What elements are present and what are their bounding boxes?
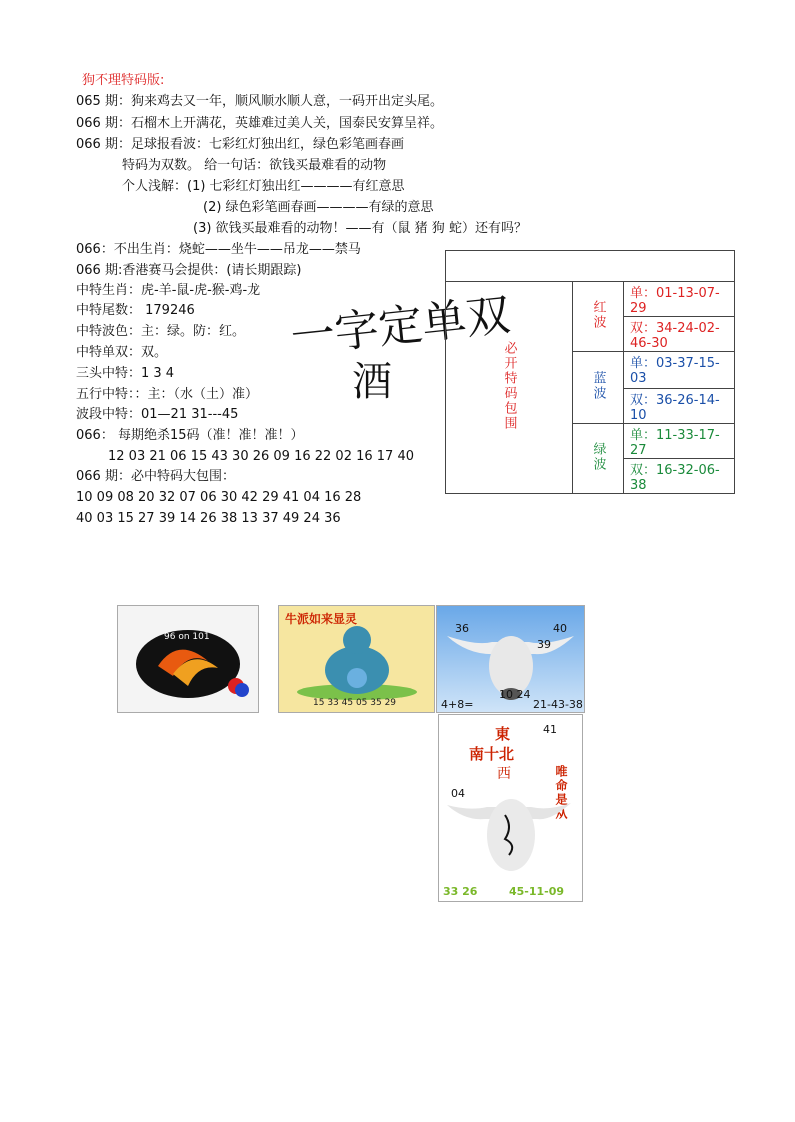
- text-line: (2) 绿色彩笔画春画————有绿的意思: [203, 200, 434, 215]
- watermark-sub: 酒: [352, 359, 392, 405]
- text-line: 12 03 21 06 15 43 30 26 09 16 22 02 16 17 40: [108, 449, 414, 464]
- red-single: 单：01-13-07-29: [624, 282, 735, 317]
- image-3-bottom-left: 4+8=: [441, 698, 474, 711]
- image-4-south-north: 南十北: [469, 745, 515, 763]
- watermark-text: 一字定单双: [288, 289, 513, 364]
- wave-table: [445, 250, 735, 494]
- text-line: 066 期：必中特码大包围：: [76, 469, 235, 484]
- image-3-right-num: 40: [553, 622, 567, 635]
- red-wave-label: 红波: [590, 299, 606, 330]
- bull-skull-icon: [439, 715, 582, 901]
- image-3-left-num: 36: [455, 622, 469, 635]
- page-title: 狗不理特码版:: [82, 73, 165, 88]
- green-wave-label: 绿波: [590, 441, 606, 472]
- text-line: 066： 每期绝杀15码（准！准！准！）: [76, 428, 304, 443]
- image-panel-3: [436, 605, 585, 713]
- blue-wave-label: 蓝波: [590, 370, 606, 401]
- text-line: 066 期：足球报看波：七彩红灯独出红，绿色彩笔画春画: [76, 137, 404, 152]
- image-4-bottom-left: 33 26: [443, 885, 478, 898]
- text-line: 中特尾数： 179246: [76, 303, 195, 318]
- image-3-bottom-right: 21-43-38: [533, 698, 583, 711]
- text-line: 中特单双：双。: [76, 345, 168, 360]
- text-line: 10 09 08 20 32 07 06 30 42 29 41 04 16 28: [76, 490, 362, 505]
- image-2-title: 牛派如来显灵: [285, 612, 358, 626]
- image-2-numbers: 15 33 45 05 35 29: [313, 698, 397, 708]
- image-panel-1: [117, 605, 259, 713]
- text-line: 波段中特：01—21 31---45: [76, 407, 239, 422]
- green-double: 双：16-32-06-38: [624, 459, 735, 494]
- text-line: (3) 欲钱买最难看的动物！——有（鼠 猪 狗 蛇）还有吗？: [193, 221, 527, 236]
- image-4-left-num: 04: [451, 787, 465, 800]
- image-4-west: 西: [497, 766, 511, 782]
- text-line: 066 期：石榴木上开满花，英雄难过美人关，国泰民安算呈祥。: [76, 116, 443, 131]
- image-3-bottom-nums: 10 24: [499, 688, 531, 701]
- buddha-icon: [279, 606, 434, 712]
- image-panel-4: [438, 714, 583, 902]
- image-4-side-text: 唯命是从: [554, 765, 568, 821]
- image-panel-2: [278, 605, 435, 713]
- wave-table-header: 必开特码包围: [501, 340, 517, 431]
- image-3-mid-num: 39: [537, 638, 551, 651]
- wave-table-top: [446, 251, 735, 282]
- text-line: 066：不出生肖：烧蛇——坐牛——吊龙——禁马: [76, 242, 361, 257]
- red-double: 双：34-24-02-46-30: [624, 317, 735, 352]
- image-4-east: 東: [495, 725, 511, 743]
- text-line: 中特波色：主：绿。防：红。: [76, 324, 246, 339]
- text-line: 065 期：狗来鸡去又一年，顺风顺水顺人意，一码开出定头尾。: [76, 94, 443, 109]
- blue-double: 双：36-26-14-10: [624, 389, 735, 424]
- blue-single: 单：03-37-15-03: [624, 352, 735, 389]
- flame-emblem-icon: [118, 606, 258, 712]
- text-line: 中特生肖：虎-羊-鼠-虎-猴-鸡-龙: [76, 283, 261, 298]
- image-4-right-num: 41: [543, 723, 557, 736]
- text-line: 个人浅解：(1) 七彩红灯独出红————有红意思: [122, 179, 405, 194]
- text-line: 五行中特：：主：（水（土）准）: [76, 387, 259, 402]
- green-single: 单：11-33-17-27: [624, 424, 735, 459]
- text-line: 三头中特：1 3 4: [76, 366, 175, 381]
- text-line: 40 03 15 27 39 14 26 38 13 37 49 24 36: [76, 511, 341, 526]
- image-1-label: 96 on 101: [164, 632, 210, 642]
- text-line: 066 期:香港赛马会提供：(请长期跟踪): [76, 263, 302, 278]
- image-4-bottom-right: 45-11-09: [509, 885, 565, 898]
- text-line: 特码为双数。 给一句话：欲钱买最难看的动物: [122, 158, 387, 173]
